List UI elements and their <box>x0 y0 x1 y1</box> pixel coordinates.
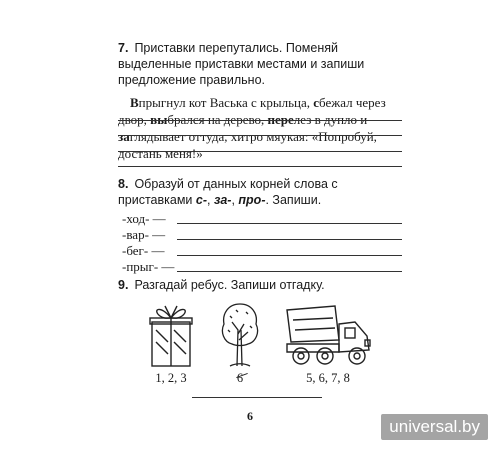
root-answer-line[interactable] <box>177 255 402 256</box>
task-7-number: 7. <box>118 41 129 55</box>
highlighted-prefix: за <box>118 129 130 144</box>
root-row <box>122 259 402 277</box>
root-label: -вар- — <box>122 227 166 242</box>
page-number: 6 <box>247 409 253 423</box>
dump-truck-icon <box>283 300 373 368</box>
root-label: -ход- — <box>122 211 166 226</box>
task-8-instruction <box>118 177 338 207</box>
answer-line-2[interactable] <box>118 135 402 136</box>
instruction-fragment: . Запиши. <box>265 193 322 207</box>
task-7-instruction <box>118 40 403 88</box>
prefix-label: за- <box>213 193 232 207</box>
gift-box-icon <box>146 300 196 368</box>
picture-caption: 6 <box>236 371 244 385</box>
watermark-label: universal.by <box>381 414 488 440</box>
task-7 <box>118 40 403 162</box>
highlighted-prefix: В <box>130 95 139 110</box>
highlighted-prefix: вы <box>150 112 168 127</box>
sentence-fragment: прыгнул кот Васька с крыльца, <box>138 95 314 110</box>
picture-caption: 5, 6, 7, 8 <box>306 371 350 385</box>
answer-line-3[interactable] <box>118 151 402 152</box>
birch-tree-icon <box>218 300 262 368</box>
task-9 <box>118 277 403 293</box>
task-9-instruction: Разгадай ребус. Запиши отгадку. <box>134 278 325 292</box>
task-8-number: 8. <box>118 177 129 191</box>
highlighted-prefix: с <box>313 95 320 110</box>
root-label: -бег- — <box>122 243 165 258</box>
rebus-answer-line[interactable] <box>192 397 322 398</box>
sentence-fragment: лез в дупло и <box>293 112 368 127</box>
prefix-label: с- <box>195 193 207 207</box>
instruction-fragment: , <box>231 193 239 207</box>
highlighted-prefix: пере <box>267 112 294 127</box>
task-7-instruction-text: Приставки перепутались. Поменяй выделенные приставки местами и запиши предложение правильно. <box>118 41 365 87</box>
instruction-fragment: , <box>207 193 214 207</box>
sentence-fragment: брался на дерево, <box>167 112 268 127</box>
prefix-label: про- <box>238 193 266 207</box>
answer-line-4[interactable] <box>118 166 402 167</box>
root-answer-line[interactable] <box>177 271 402 272</box>
root-label: -прыг- — <box>122 259 175 274</box>
task-9-number: 9. <box>118 278 129 292</box>
root-answer-line[interactable] <box>177 239 402 240</box>
sentence-fragment: бежал через двор, <box>118 95 386 127</box>
picture-caption: 1, 2, 3 <box>155 371 187 385</box>
root-answer-line[interactable] <box>177 223 402 224</box>
instruction-fragment: Образуй от данных корней слова с приставками <box>118 177 338 207</box>
task-8 <box>118 176 403 208</box>
sentence-fragment: глядывает оттуда, хитро мяукая: «Попробуй, достань меня!» <box>118 129 377 161</box>
answer-line-1[interactable] <box>118 120 402 121</box>
